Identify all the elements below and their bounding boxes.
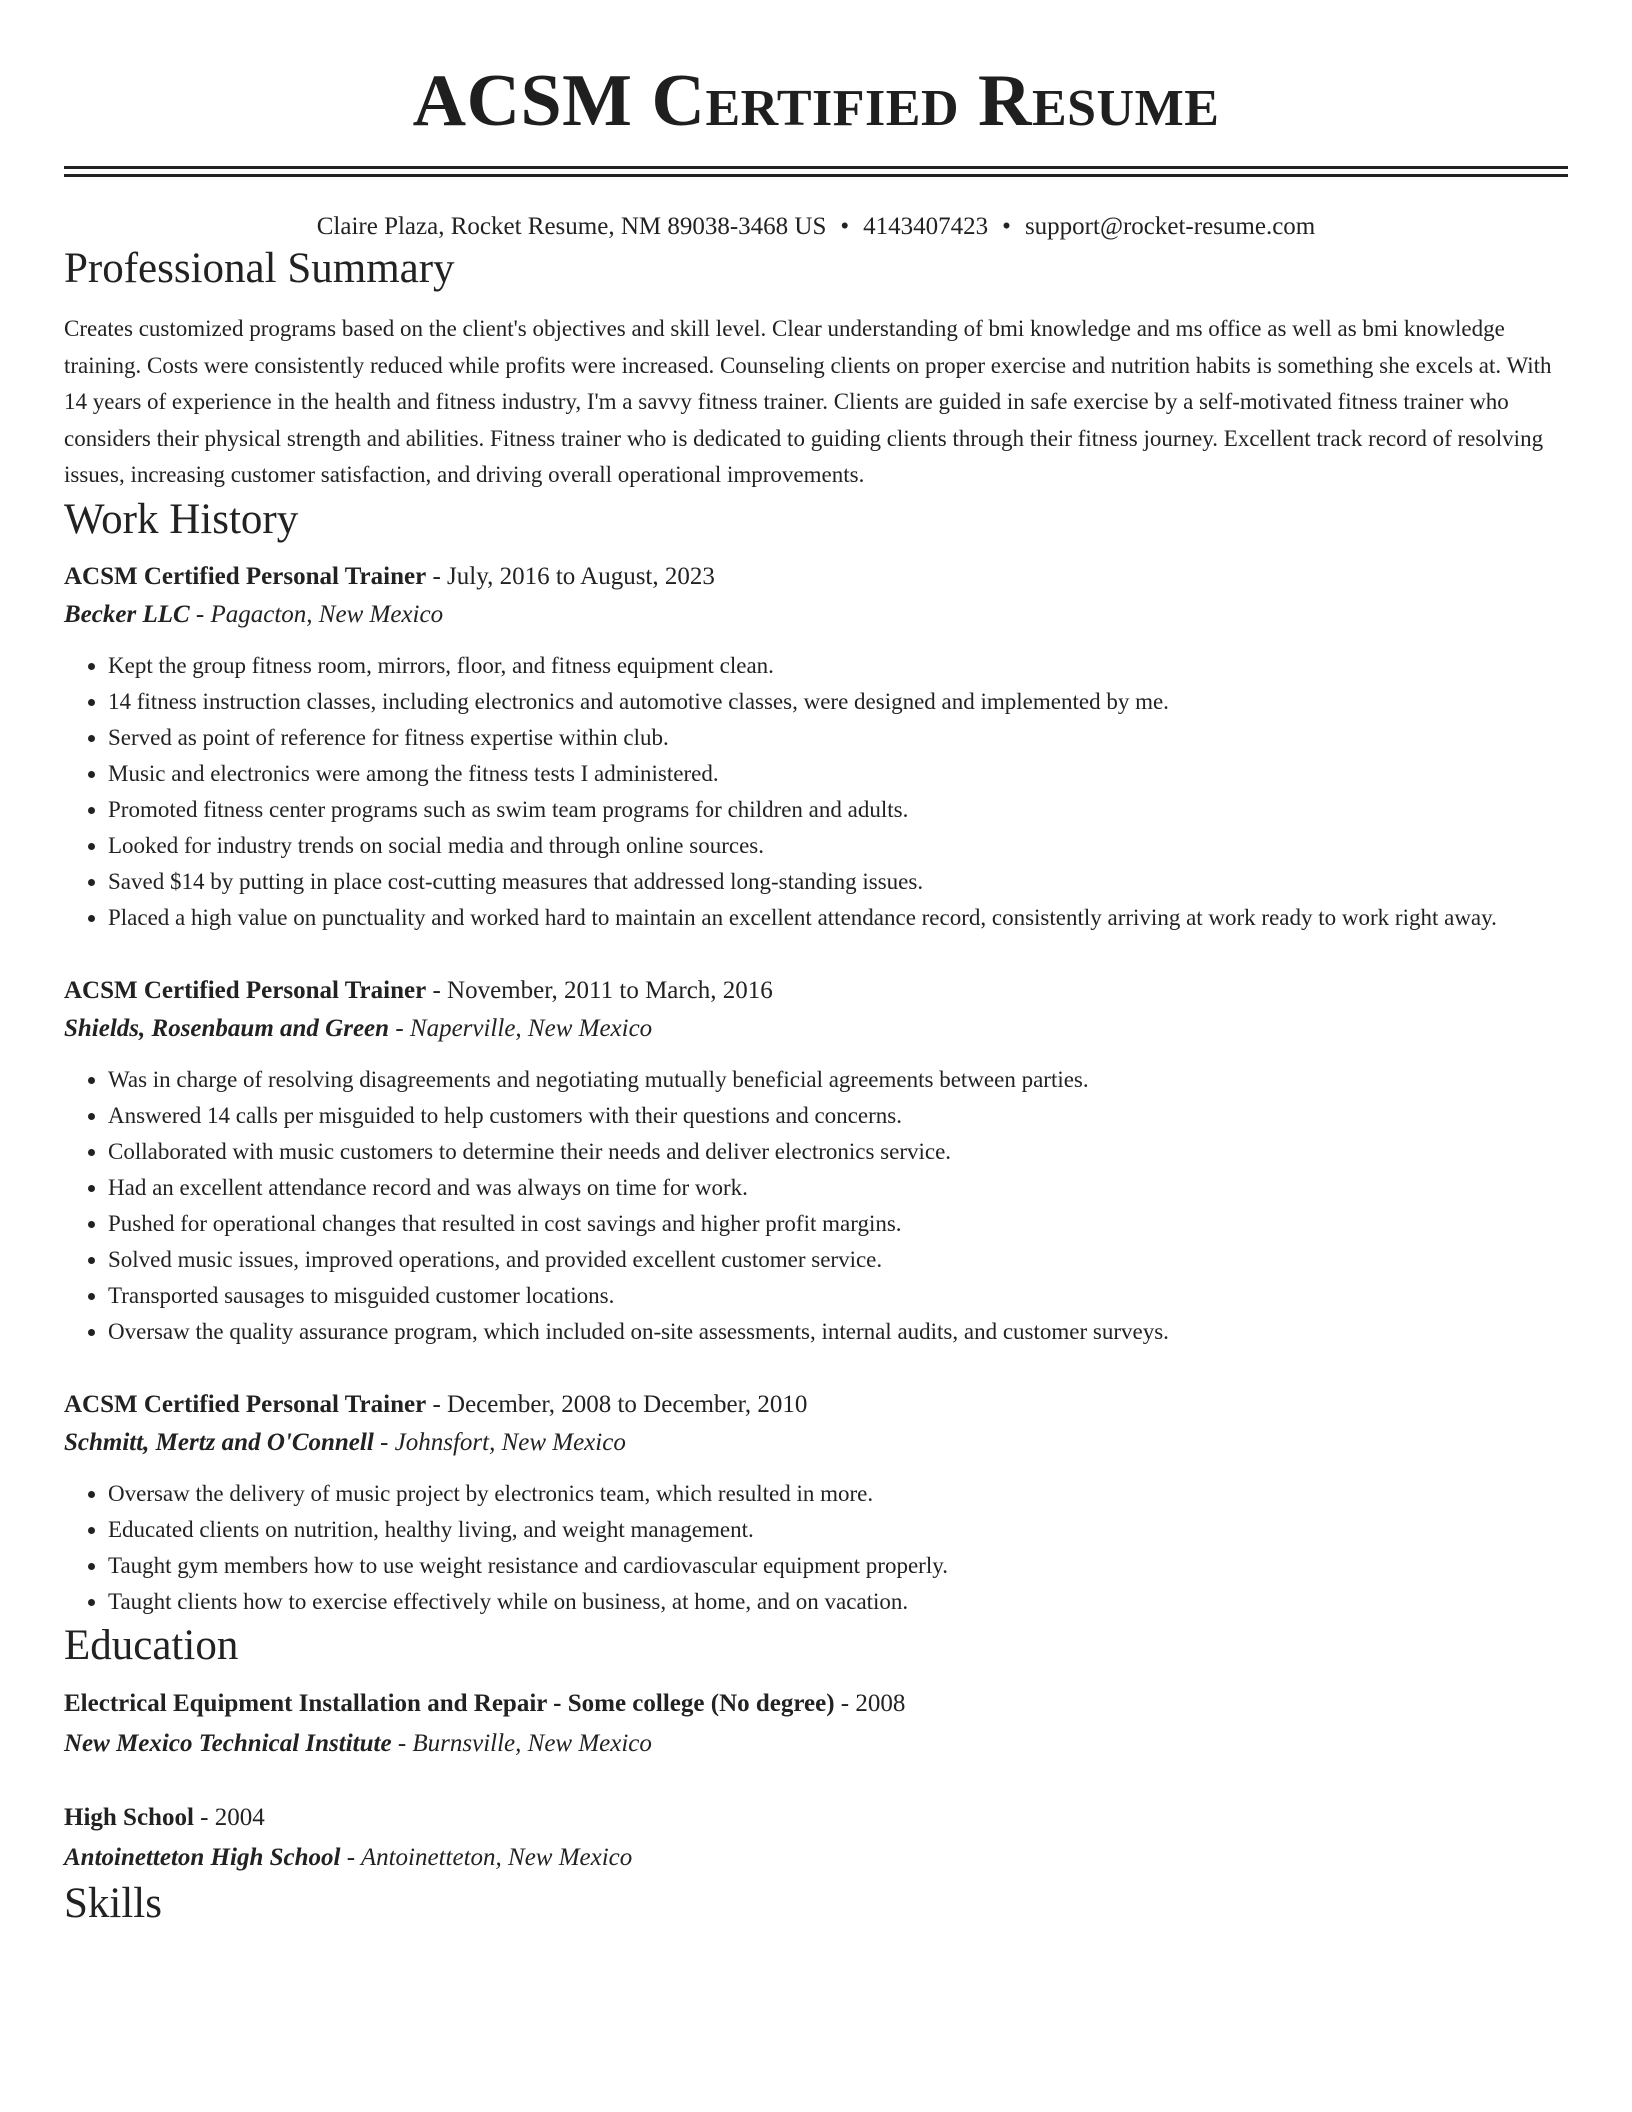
job-bullet: • Music and electronics were among the fitness tests I administered. xyxy=(108,756,1568,792)
job-bullet: • Taught clients how to exercise effectively while on business, at home, and on vacation. xyxy=(108,1584,1568,1620)
job-bullet: • Answered 14 calls per misguided to help customers with their questions and concerns. xyxy=(108,1098,1568,1134)
job-title-line xyxy=(64,972,1568,1010)
job-dates: - July, 2016 to August, 2023 xyxy=(426,562,715,590)
education-heading: Education xyxy=(64,1621,239,1669)
job-bullet: • Promoted fitness center programs such as swim team programs for children and adults. xyxy=(108,792,1568,828)
job-bullet: • Pushed for operational changes that resulted in cost savings and higher profit margins. xyxy=(108,1206,1568,1242)
education-school-line xyxy=(64,1724,1568,1764)
job-bullet: • Educated clients on nutrition, healthy living, and weight management. xyxy=(108,1512,1568,1548)
contact-separator: • xyxy=(840,213,850,240)
job-entry xyxy=(64,1386,1568,1620)
job-title-line xyxy=(64,1386,1568,1424)
skills-heading: Skills xyxy=(64,1879,162,1927)
job-title: ACSM Certified Personal Trainer xyxy=(64,976,427,1004)
summary-heading: Professional Summary xyxy=(64,245,455,292)
job-bullet: • Taught gym members how to use weight resistance and cardiovascular equipment properly. xyxy=(108,1548,1568,1584)
contact-email: support@rocket-resume.com xyxy=(1024,213,1316,240)
job-bullet: • Collaborated with music customers to determine their needs and deliver electronics service. xyxy=(108,1134,1568,1170)
job-location: - Pagacton, New Mexico xyxy=(189,600,444,628)
education-location: - Burnsville, New Mexico xyxy=(391,1729,652,1757)
education-entry xyxy=(64,1798,1568,1878)
job-title-line xyxy=(64,558,1568,596)
job-title: ACSM Certified Personal Trainer xyxy=(64,562,427,590)
education-degree-line xyxy=(64,1798,1568,1838)
job-title: ACSM Certified Personal Trainer xyxy=(64,1390,427,1418)
education-degree: Electrical Equipment Installation and Repair - Some college (No degree) xyxy=(64,1689,835,1717)
education-degree: High School xyxy=(64,1803,194,1831)
job-bullets xyxy=(64,1476,1568,1620)
work-history-heading: Work History xyxy=(64,495,299,543)
job-entry xyxy=(64,972,1568,1350)
education-location: - Antoinetteton, New Mexico xyxy=(340,1843,633,1871)
job-bullets xyxy=(64,1062,1568,1350)
education-school: New Mexico Technical Institute xyxy=(64,1729,392,1757)
contact-phone: 4143407423 xyxy=(863,213,989,240)
job-bullet: • Served as point of reference for fitness expertise within club. xyxy=(108,720,1568,756)
job-location: - Johnsfort, New Mexico xyxy=(373,1428,626,1456)
job-bullet: • Solved music issues, improved operations, and provided excellent customer service. xyxy=(108,1242,1568,1278)
title-divider-top xyxy=(64,166,1568,169)
contact-separator: • xyxy=(1002,213,1011,240)
job-dates: - December, 2008 to December, 2010 xyxy=(426,1390,808,1418)
job-bullet: • Oversaw the quality assurance program, which included on-site assessments, internal audits, and customer surveys. xyxy=(108,1314,1568,1350)
job-company: Becker LLC xyxy=(64,600,190,628)
job-bullets xyxy=(64,648,1568,936)
education-year: - 2004 xyxy=(193,1803,265,1831)
job-bullet: • Looked for industry trends on social media and through online sources. xyxy=(108,828,1568,864)
job-company: Schmitt, Mertz and O'Connell xyxy=(64,1428,374,1456)
job-company-line xyxy=(64,1424,1568,1462)
contact-line xyxy=(64,211,1568,243)
education-school-line xyxy=(64,1838,1568,1878)
education-year: - 2008 xyxy=(834,1689,906,1717)
education-entry xyxy=(64,1684,1568,1764)
job-bullet: • Kept the group fitness room, mirrors, floor, and fitness equipment clean. xyxy=(108,648,1568,684)
job-bullet: • Had an excellent attendance record and was always on time for work. xyxy=(108,1170,1568,1206)
title-divider-bottom xyxy=(64,174,1568,177)
job-bullet: • Was in charge of resolving disagreements and negotiating mutually beneficial agreements between parties. xyxy=(108,1062,1568,1098)
job-location: - Naperville, New Mexico xyxy=(389,1014,653,1042)
resume-title: ACSM Certified Resume xyxy=(412,60,1220,142)
contact-address: Claire Plaza, Rocket Resume, NM 89038-3468 US xyxy=(316,213,827,240)
job-bullet: • Transported sausages to misguided customer locations. xyxy=(108,1278,1568,1314)
summary-text: Creates customized programs based on the client's objectives and skill level. Clear understanding of bmi knowledge and ms office as well as bmi knowledge training. Costs were consistently reduced while profits were increased. Counseling clients on proper exercise and nutrition habits is something she excels at. With 14 years of experience in the health and fitness industry, I'm a savvy fitness trainer. Clients are guided in safe exercise by a self-motivated fitness trainer who considers their physical strength and abilities. Fitness trainer who is dedicated to guiding clients through their fitness journey. Excellent track record of resolving issues, increasing customer satisfaction, and driving overall operational improvements. xyxy=(64,316,1552,487)
job-bullet: • Placed a high value on punctuality and worked hard to maintain an excellent attendance record, consistently arriving at work ready to work right away. xyxy=(108,900,1568,936)
job-bullet: • 14 fitness instruction classes, including electronics and automotive classes, were designed and implemented by me. xyxy=(108,684,1568,720)
job-dates: - November, 2011 to March, 2016 xyxy=(426,976,773,1004)
job-entry xyxy=(64,558,1568,936)
education-degree-line xyxy=(64,1684,1568,1724)
job-company-line xyxy=(64,1010,1568,1048)
job-bullet: • Oversaw the delivery of music project by electronics team, which resulted in more. xyxy=(108,1476,1568,1512)
education-school: Antoinetteton High School xyxy=(64,1843,341,1871)
job-bullet: • Saved $14 by putting in place cost-cutting measures that addressed long-standing issues. xyxy=(108,864,1568,900)
job-company: Shields, Rosenbaum and Green xyxy=(64,1014,390,1042)
job-company-line xyxy=(64,596,1568,634)
